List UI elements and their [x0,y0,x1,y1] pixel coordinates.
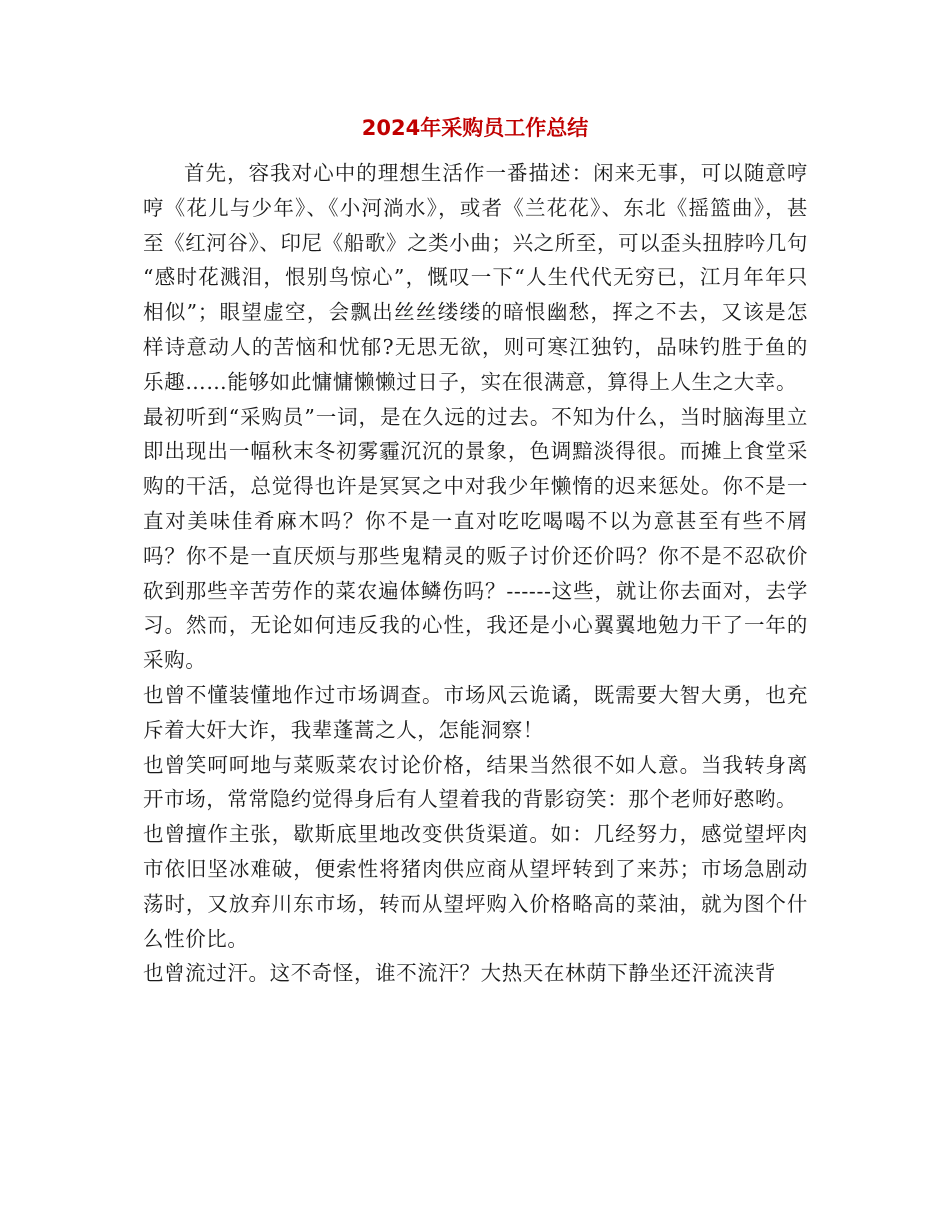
paragraph-price-negotiation: 也曾笑呵呵地与菜贩菜农讨论价格，结果当然很不如人意。当我转身离开市场，常常隐约觉得身后有人望着我的背影窃笑：那个老师好憨哟。 [143,752,808,812]
document-title: 2024年采购员工作总结 [361,116,589,140]
paragraph-sweat: 也曾流过汗。这不奇怪，谁不流汗？大热天在林荫下静坐还汗流浃背 [143,961,776,986]
paragraph-market-research: 也曾不懂装懂地作过市场调查。市场风云诡谲，既需要大智大勇，也充斥着大奸大诈，我辈蓬蒿之人，怎能洞察！ [143,682,808,742]
paragraph-supply-channel: 也曾擅作主张，歇斯底里地改变供货渠道。如：几经努力，感觉望坪肉市依旧坚冰难破，便索性将猪肉供应商从望坪转到了来苏；市场急剧动荡时，又放弃川东市场，转而从望坪购入价格略高的菜油，就为图个什么性价比。 [143,822,808,951]
paragraph-intro: 首先，容我对心中的理想生活作一番描述：闲来无事，可以随意哼哼《花儿与少年》、《小河淌水》，或者《兰花花》、东北《摇篮曲》，甚至《红河谷》、印尼《船歌》之类小曲；兴之所至，可以歪头扭脖吟几句 “感时花溅泪，恨别鸟惊心”，慨叹一下“人生代代无穷已，江月年年只相似”；眼望虚空，会飘出丝丝缕缕的暗恨幽愁，挥之不去，又该是怎样诗意动人的苦恼和忧郁?无思无欲，则可寒江独钓，品味钓胜于鱼的乐趣……能够如此慵慵懒懒过日子，实在很满意，算得上人生之大幸。 [143,161,808,394]
paragraph-first-impression: 最初听到“采购员”一词，是在久远的过去。不知为什么，当时脑海里立即出现出一幅秋末冬初雾霾沉沉的景象，色调黯淡得很。而摊上食堂采购的干活，总觉得也许是冥冥之中对我少年懒惰的迟来惩处。你不是一直对美味佳肴麻木吗？你不是一直对吃吃喝喝不以为意甚至有些不屑吗？你不是一直厌烦与那些鬼精灵的贩子讨价还价吗？你不是不忍砍价砍到那些辛苦劳作的菜农遍体鳞伤吗？------这些，就让你去面对，去学习。然而，无论如何违反我的心性，我还是小心翼翼地勉力干了一年的采购。 [143,404,808,673]
document-body [143,156,808,991]
